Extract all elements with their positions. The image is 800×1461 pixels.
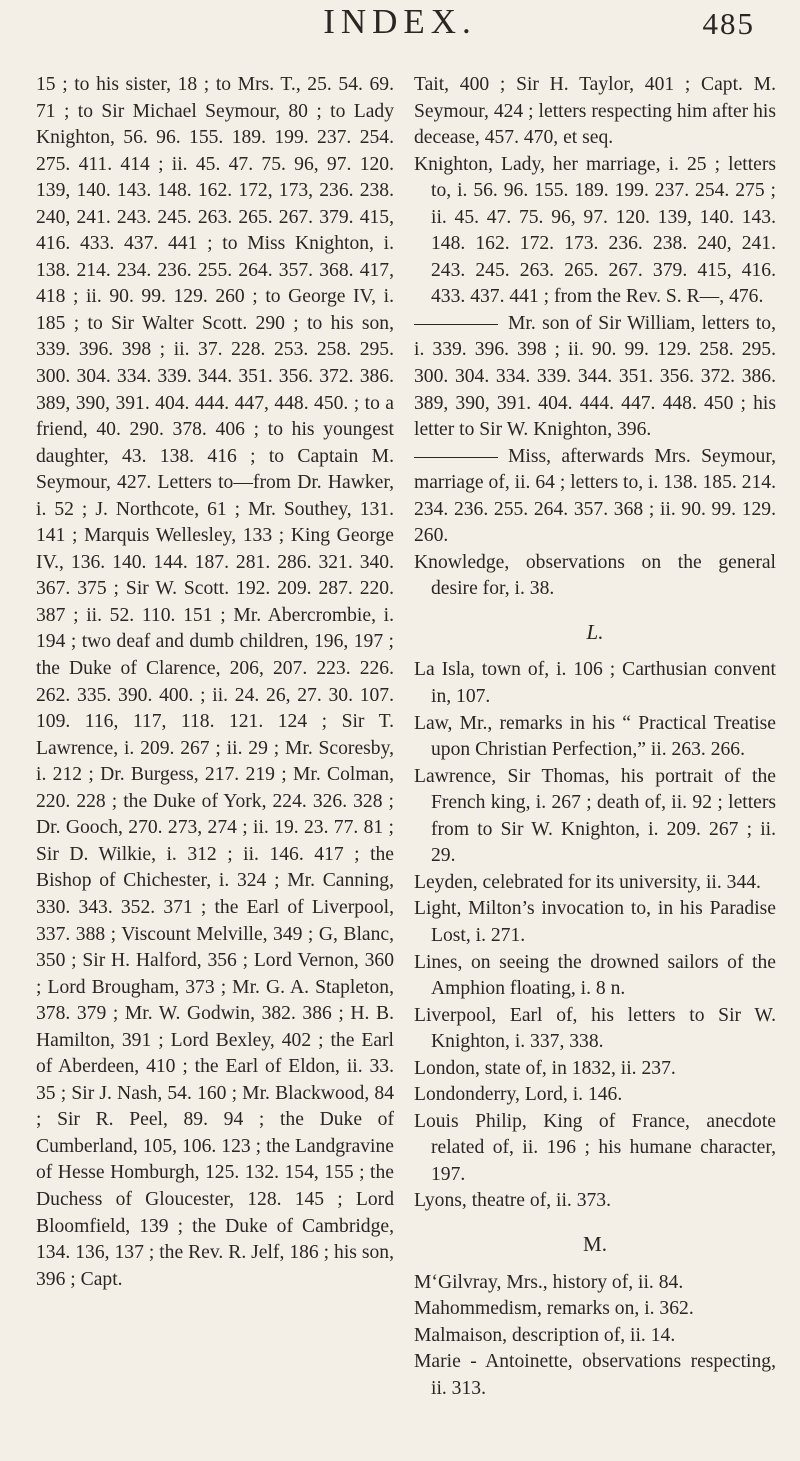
page-number: 485 [702, 6, 755, 41]
index-entry: Louis Philip, King of France, anecdote related of, ii. 196 ; his humane character, 197. [414, 1110, 776, 1185]
index-entry: Lines, on seeing the drowned sailors of the Amphion floating, i. 8 n. [414, 951, 776, 1000]
page-header [0, 2, 800, 42]
entry-text: Mr. son of Sir William, letters to, i. 339. 396. 398 ; ii. 90. 99. 129. 258. 295. 300. 304. 334. 339. 344. 351. 356. 372. 386. 389, 390, 391. 404. 444. 447. 448. 450 ; his letter to Sir W. Knighton, 396. [414, 312, 776, 441]
section-heading-m: M. [583, 1231, 607, 1256]
index-entry: Lawrence, Sir Thomas, his portrait of the French king, i. 267 ; death of, ii. 92 ; letters from to Sir W. Knighton, i. 209. 267 ; ii. 29. [414, 765, 776, 867]
index-entry: Light, Milton’s invocation to, in his Paradise Lost, i. 271. [414, 898, 776, 946]
index-entry: Mahommedism, remarks on, i. 362. [414, 1298, 694, 1320]
entry-text: Knighton, Lady, her marriage, i. 25 ; letters to, i. 56. 96. 155. 189. 199. 237. 254. 275 ; ii. 45. 47. 75. 96, 97. 120. 139, 140. 143. 148. 162. 172. 173. 236. 238. 240, 241. 243. 245. 263. 265. 267. 379. 415, 416. 433. 437. 441 ; from the Rev. S. R—, 476. [414, 153, 776, 308]
index-entry: Law, Mr., remarks in his “ Practical Treatise upon Christian Perfection,” ii. 263. 266. [414, 712, 776, 761]
left-column [36, 72, 394, 1293]
index-entry: Londonderry, Lord, i. 146. [414, 1084, 623, 1106]
index-entry: London, state of, in 1832, ii. 237. [414, 1057, 676, 1079]
index-subentry [414, 444, 776, 550]
index-entry [414, 152, 776, 311]
page-title: INDEX. [323, 2, 477, 41]
index-entry [414, 550, 776, 603]
index-entry-continuation: Tait, 400 ; Sir H. Taylor, 401 ; Capt. M. Seymour, 424 ; letters respecting him after his decease, 457. 470, et seq. [414, 74, 776, 149]
index-entry: Liverpool, Earl of, his letters to Sir W. Knighton, i. 337, 338. [414, 1004, 776, 1053]
entry-text: Miss, afterwards Mrs. Seymour, marriage of, ii. 64 ; letters to, i. 138. 185. 214. 234. 236. 255. 264. 357. 368 ; ii. 90. 99. 129. 260. [414, 445, 776, 547]
ditto-dash [414, 457, 498, 458]
right-column [414, 72, 776, 1402]
index-entry: Malmaison, description of, ii. 14. [414, 1324, 676, 1346]
index-entry: M‘Gilvray, Mrs., history of, ii. 84. [414, 1271, 684, 1293]
index-entry: Lyons, theatre of, ii. 373. [414, 1190, 611, 1212]
index-entry: La Isla, town of, i. 106 ; Carthusian convent in, 107. [414, 659, 776, 708]
entry-text: Knowledge, observations on the general desire for, i. 38. [414, 551, 776, 600]
index-entry-continuation: 15 ; to his sister, 18 ; to Mrs. T., 25. 54. 69. 71 ; to Sir Michael Seymour, 80 ; to Lady Knighton, 56. 96. 155. 189. 199. 237. 254. 275. 411. 414 ; ii. 45. 47. 75. 96, 97. 120. 139, 140. 143. 148. 162. 172, 173, 236. 238. 240, 241. 243. 245. 263. 265. 267. 379. 415, 416. 433. 437. 441 ; to Miss Knighton, i. 138. 214. 234. 236. 255. 264. 357. 368. 417, 418 ; ii. 90. 99. 129. 260 ; to George IV, i. 185 ; to Sir Walter Scott. 290 ; to his son, 339. 396. 398 ; ii. 37. 228. 253. 258. 295. 300. 304. 334. 339. 344. 351. 356. 372. 386. 389, 390, 391. 404. 444. 447, 448. 450. ; to a friend, 40. 290. 378. 406 ; to his youngest daughter, 43. 138. 416 ; to Captain M. Seymour, 427. Letters to—from Dr. Hawker, i. 52 ; J. Northcote, 61 ; Mr. Southey, 131. 141 ; Marquis Wellesley, 133 ; King George IV., 136. 140. 144. 187. 281. 286. 321. 340. 367. 375 ; Sir W. Scott. 192. 209. 287. 220. 387 ; ii. 52. 110. 151 ; Mr. Abercrombie, i. 194 ; two deaf and dumb children, 196, 197 ; the Duke of Clarence, 206, 207. 223. 226. 262. 335. 390. 400. ; ii. 24. 26, 27. 30. 107. 109. 116, 117, 118. 121. 124 ; Sir T. Lawrence, i. 209. 267 ; ii. 29 ; Mr. Scoresby, i. 212 ; Dr. Burgess, 217. 219 ; Mr. Colman, 220. 228 ; the Duke of York, 224. 326. 328 ; Dr. Gooch, 270. 273, 274 ; ii. 19. 23. 77. 81 ; Sir D. Wilkie, i. 312 ; ii. 146. 417 ; the Bishop of Chichester, i. 324 ; Mr. Canning, 330. 343. 352. 371 ; the Earl of Liverpool, 337. 388 ; Viscount Melville, 349 ; G, Blanc, 350 ; Sir H. Halford, 356 ; Lord Vernon, 360 ; Lord Brougham, 373 ; Mr. G. A. Stapleton, 378. 379 ; Mr. W. Godwin, 382. 386 ; H. B. Hamilton, 391 ; Lord Bexley, 402 ; the Earl of Aberdeen, 410 ; the Earl of Eldon, ii. 33. 35 ; Sir J. Nash, 54. 160 ; Mr. Blackwood, 84 ; Sir R. Peel, 89. 94 ; the Duke of Cumberland, 105, 106. 123 ; the Landgravine of Hesse Homburgh, 125. 132. 154, 155 ; the Duchess of Gloucester, 128. 145 ; Lord Bloomfield, 139 ; the Duke of Cambridge, 134. 136, 137 ; the Rev. R. Jelf, 186 ; his son, 396 ; Capt. [36, 74, 394, 1290]
index-entry: Marie - Antoinette, observations respecting, ii. 313. [414, 1351, 776, 1399]
index-subentry [414, 311, 776, 444]
section-heading-l: L. [586, 619, 604, 644]
index-entry: Leyden, celebrated for its university, ii. 344. [414, 871, 761, 893]
ditto-dash [414, 324, 498, 325]
